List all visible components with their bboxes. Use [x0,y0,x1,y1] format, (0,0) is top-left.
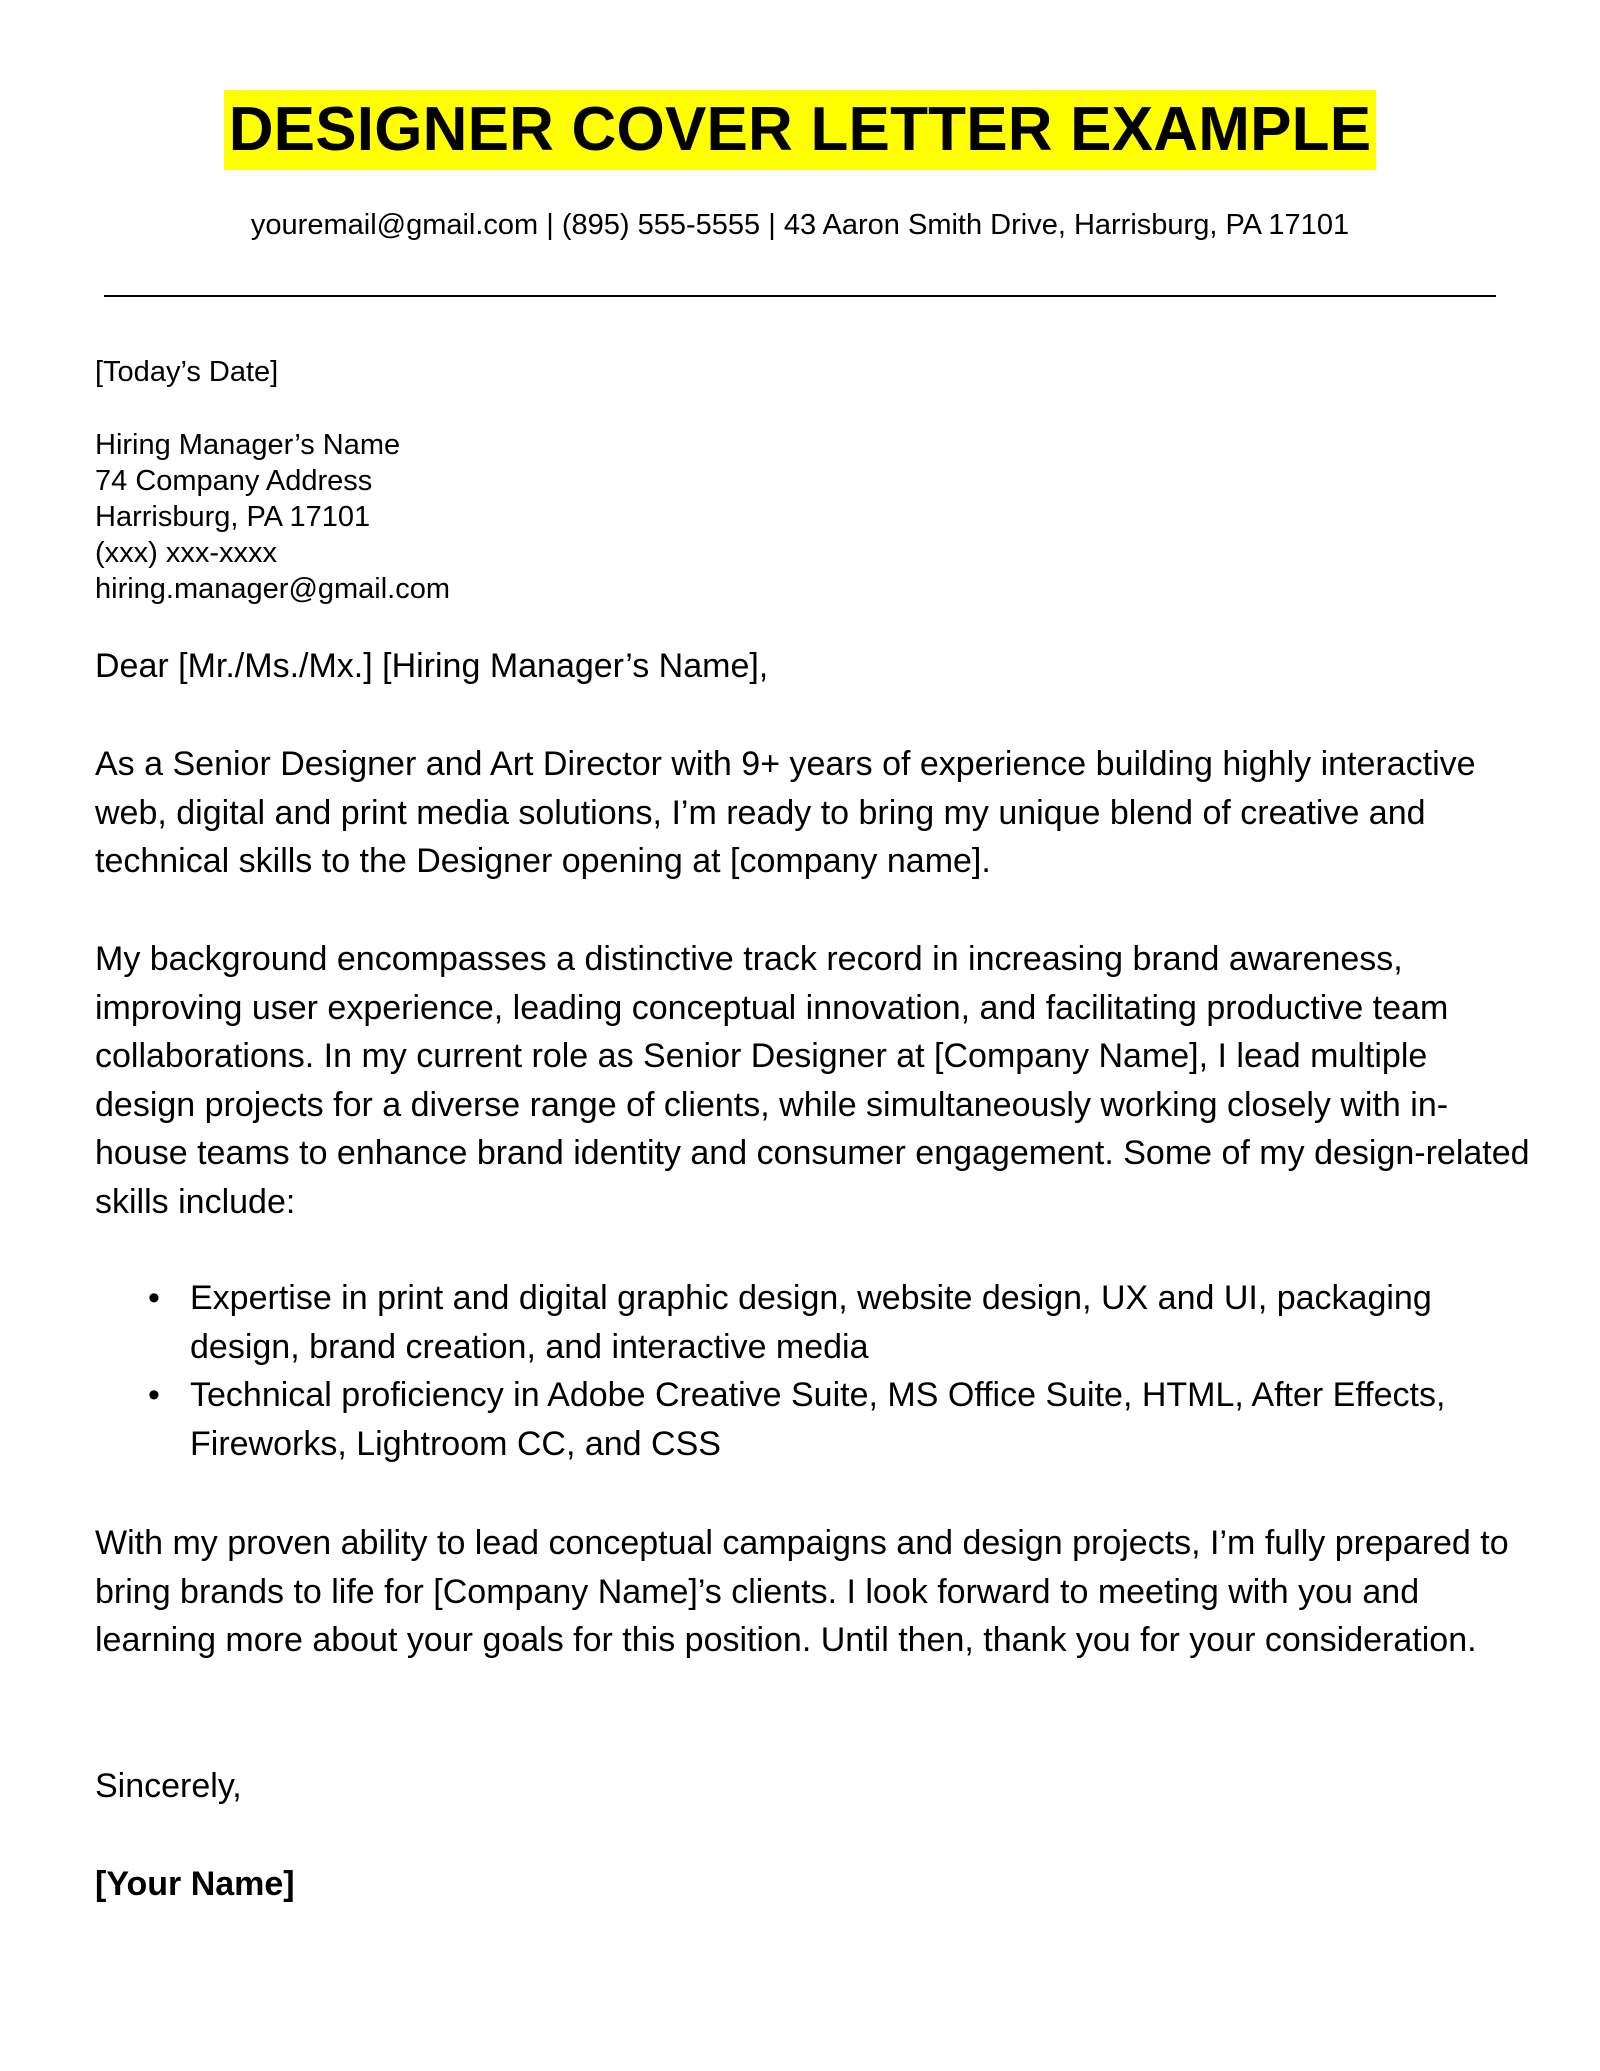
skill-text: Technical proficiency in Adobe Creative Suite, MS Office Suite, HTML, After Effects, Fireworks, Lightroom CC, and CSS [190,1376,1446,1463]
recipient-city-state-zip: Harrisburg, PA 17101 [95,501,371,533]
list-item [95,1274,1535,1371]
recipient-email: hiring.manager@gmail.com [95,573,451,605]
paragraph-closing: With my proven ability to lead conceptual campaigns and design projects, I’m fully prepared to bring brands to life for [Company Name]’s clients. I look forward to meeting with you and learning more about your goals for this position. Until then, thank you for your consideration. [95,1524,1509,1659]
header-divider [104,295,1496,297]
paragraph-intro: As a Senior Designer and Art Director with 9+ years of experience building highly interactive web, digital and print media solutions, I’m ready to bring my unique blend of creative and technical skills to the Designer opening at [company name]. [95,745,1476,880]
salutation: Dear [Mr./Ms./Mx.] [Hiring Manager’s Name], [95,647,769,685]
recipient-block [95,427,450,607]
contact-line: youremail@gmail.com | (895) 555-5555 | 43 Aaron Smith Drive, Harrisburg, PA 17101 [250,209,1350,241]
list-item [95,1371,1535,1468]
bullet-icon: • [148,1279,160,1317]
letter-date: [Today’s Date] [95,356,279,388]
skills-list [95,1274,1535,1468]
title-container [0,90,1600,170]
recipient-address: 74 Company Address [95,465,373,497]
recipient-phone: (xxx) xxx-xxxx [95,537,278,569]
skill-text: Expertise in print and digital graphic design, website design, UX and UI, packaging design, brand creation, and interactive media [190,1279,1432,1366]
document-title: DESIGNER COVER LETTER EXAMPLE [224,90,1377,170]
signature-name: [Your Name] [95,1865,295,1903]
bullet-icon: • [148,1376,160,1414]
closing-line: Sincerely, [95,1767,242,1805]
paragraph-background: My background encompasses a distinctive track record in increasing brand awareness, improving user experience, leading conceptual innovation, and facilitating productive team collaborations. In my current role as Senior Designer at [Company Name], I lead multiple design projects for a diverse range of clients, while simultaneously working closely with in-house teams to enhance brand identity and consumer engagement. Some of my design-related skills include: [95,940,1530,1221]
recipient-name: Hiring Manager’s Name [95,429,401,461]
